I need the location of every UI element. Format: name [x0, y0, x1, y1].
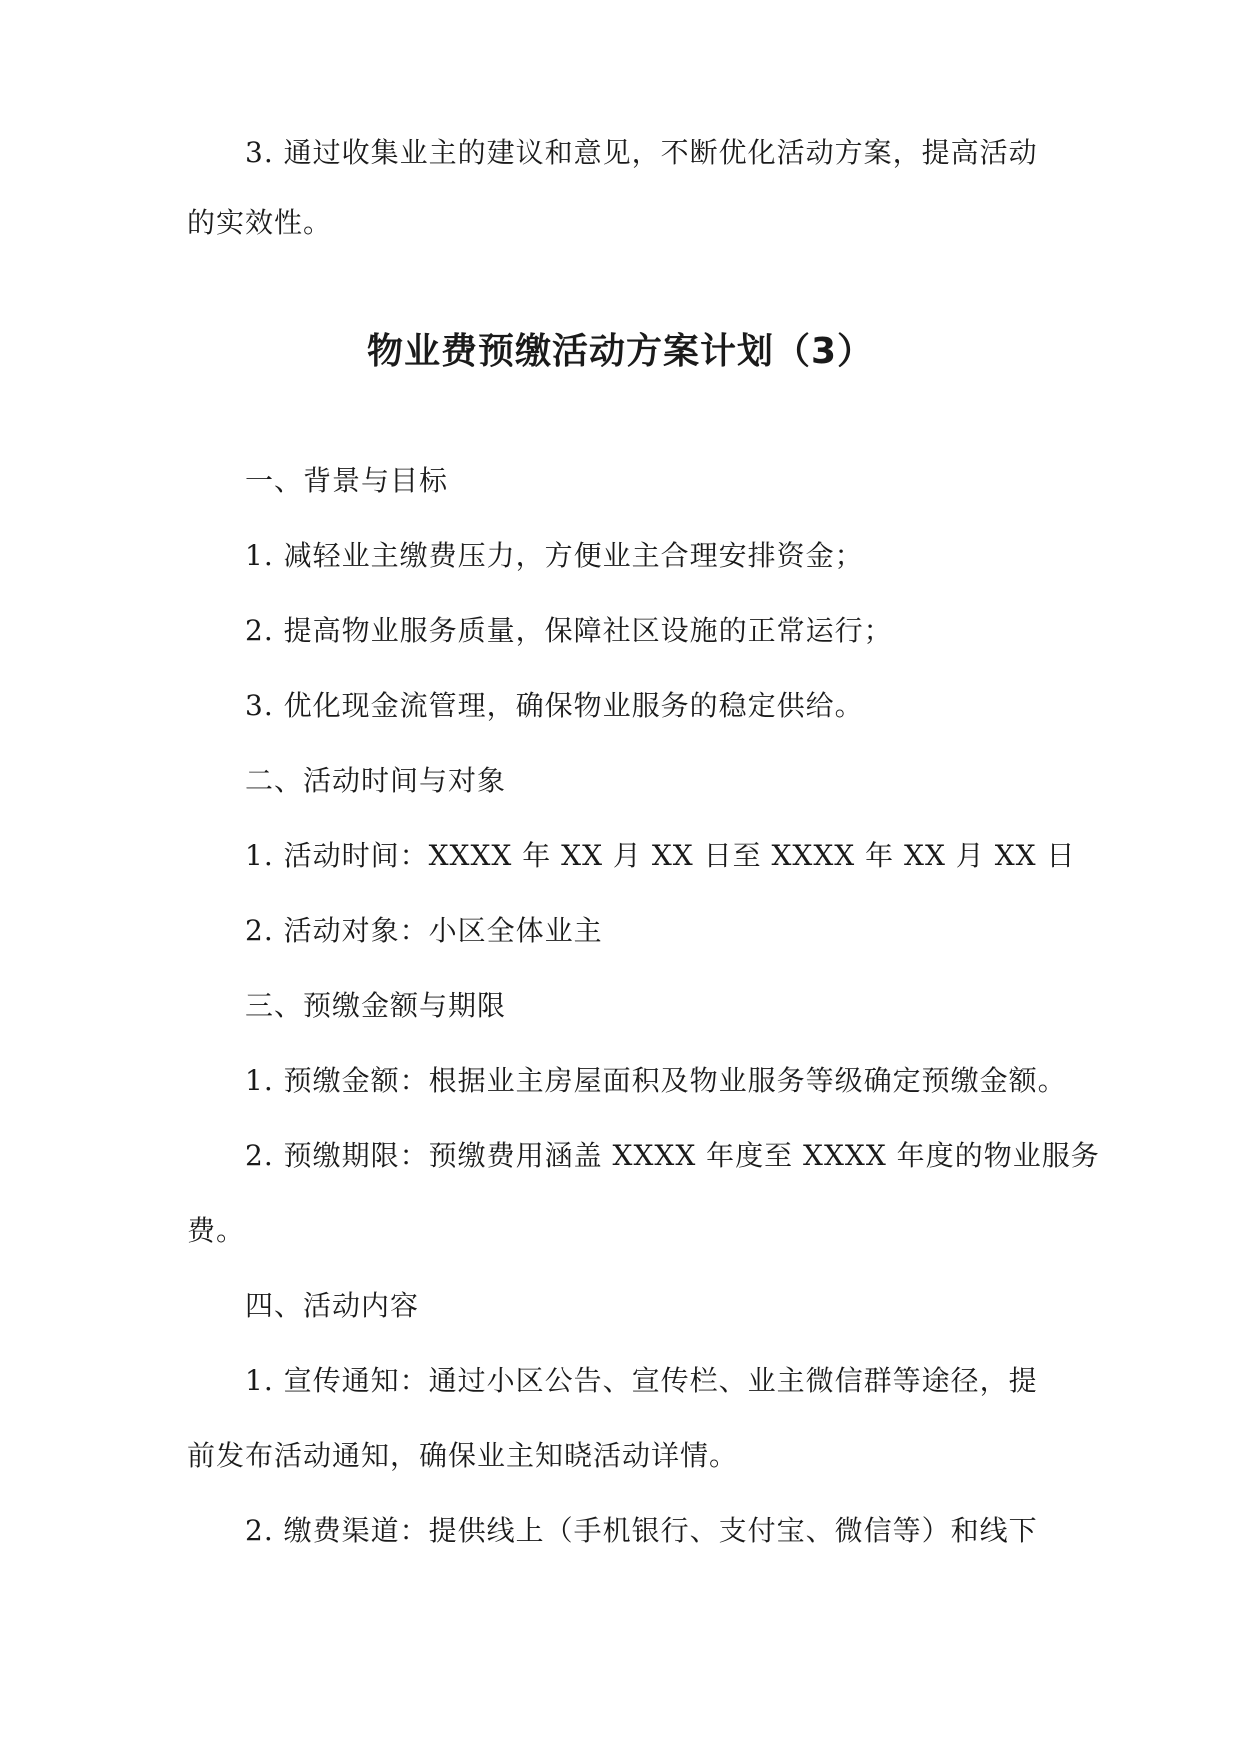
document-title: 物业费预缴活动方案计划（3）: [366, 331, 875, 372]
list-item: 1. 宣传通知：通过小区公告、宣传栏、业主微信群等途径，提: [245, 1364, 1038, 1397]
paragraph-line: 的实效性。: [187, 206, 333, 239]
list-item: 2. 提高物业服务质量，保障社区设施的正常运行；: [245, 614, 893, 647]
list-item: 2. 缴费渠道：提供线上（手机银行、支付宝、微信等）和线下: [245, 1514, 1038, 1547]
section-heading: 一、背景与目标: [245, 464, 449, 497]
list-item: 2. 活动对象：小区全体业主: [245, 914, 603, 947]
paragraph-line: 前发布活动通知，确保业主知晓活动详情。: [187, 1439, 739, 1472]
list-item: 1. 预缴金额：根据业主房屋面积及物业服务等级确定预缴金额。: [245, 1064, 1067, 1097]
section-heading: 三、预缴金额与期限: [245, 989, 507, 1022]
paragraph-line: 费。: [187, 1214, 246, 1247]
list-item: 2. 预缴期限：预缴费用涵盖 XXXX 年度至 XXXX 年度的物业服务: [245, 1139, 1100, 1172]
section-heading: 二、活动时间与对象: [245, 764, 507, 797]
paragraph-line: 3. 通过收集业主的建议和意见，不断优化活动方案，提高活动: [245, 136, 1038, 169]
list-item: 1. 活动时间：XXXX 年 XX 月 XX 日至 XXXX 年 XX 月 XX 日: [245, 839, 1076, 872]
list-item: 3. 优化现金流管理，确保物业服务的稳定供给。: [245, 689, 864, 722]
section-heading: 四、活动内容: [245, 1289, 420, 1322]
list-item: 1. 减轻业主缴费压力，方便业主合理安排资金；: [245, 539, 864, 572]
